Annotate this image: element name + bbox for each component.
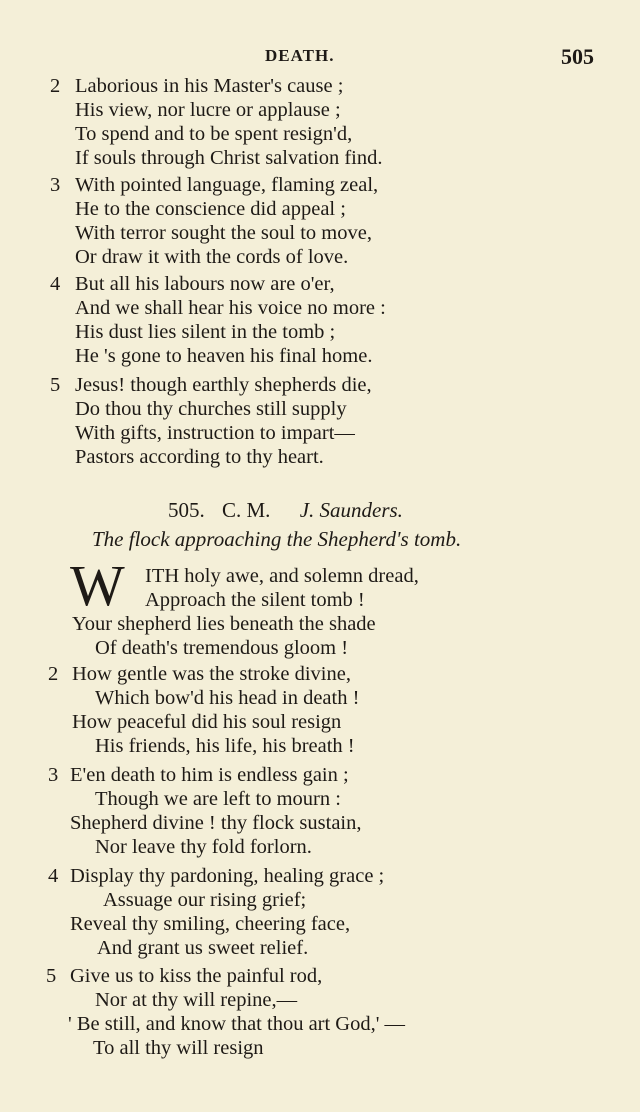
drop-cap: W: [70, 553, 125, 618]
verse-line: If souls through Christ salvation find.: [75, 147, 383, 169]
verse-line: And grant us sweet relief.: [97, 937, 309, 959]
verse-line: Display thy pardoning, healing grace ;: [70, 865, 385, 887]
verse-line: His dust lies silent in the tomb ;: [75, 321, 336, 343]
verse-line: Or draw it with the cords of love.: [75, 246, 349, 268]
stanza-number: 3: [50, 174, 61, 196]
hymn-505-heading: [168, 498, 588, 523]
verse-line: He to the conscience did appeal ;: [75, 198, 346, 220]
verse-line: He 's gone to heaven his final home.: [75, 345, 373, 367]
verse-line: Though we are left to mourn :: [95, 788, 341, 810]
hymn-author: J. Saunders.: [299, 498, 403, 522]
stanza-number: 3: [48, 764, 59, 786]
verse-line: Approach the silent tomb !: [145, 589, 365, 611]
verse-line: Shepherd divine ! thy flock sustain,: [70, 812, 362, 834]
verse-line: Assuage our rising grief;: [103, 889, 307, 911]
verse-line: How peaceful did his soul resign: [72, 711, 342, 733]
verse-line: But all his labours now are o'er,: [75, 273, 335, 295]
hymn-subtitle: The flock approaching the Shepherd's tomb.: [92, 527, 462, 551]
stanza-number: 5: [46, 965, 57, 987]
hymn-meter: C. M.: [222, 498, 271, 522]
verse-line: With gifts, instruction to impart—: [75, 422, 355, 444]
verse-line: His view, nor lucre or applause ;: [75, 99, 341, 121]
verse-line: To all thy will resign: [93, 1037, 264, 1059]
stanza-number: 2: [50, 75, 61, 97]
verse-line: Pastors according to thy heart.: [75, 446, 324, 468]
verse-line: Laborious in his Master's cause ;: [75, 75, 344, 97]
verse-line: Of death's tremendous gloom !: [95, 637, 349, 659]
verse-line: Nor leave thy fold forlorn.: [95, 836, 312, 858]
verse-line: ITH holy awe, and solemn dread,: [145, 565, 419, 587]
stanza-number: 4: [50, 273, 61, 295]
stanza-number: 2: [48, 663, 59, 685]
verse-line: To spend and to be spent resign'd,: [75, 123, 353, 145]
verse-line: And we shall hear his voice no more :: [75, 297, 386, 319]
hymn-number: 505.: [168, 498, 205, 522]
verse-line: E'en death to him is endless gain ;: [70, 764, 349, 786]
verse-line: Jesus! though earthly shepherds die,: [75, 374, 372, 396]
verse-line: His friends, his life, his breath !: [95, 735, 355, 757]
page-header-title: DEATH.: [265, 46, 335, 65]
verse-line: Give us to kiss the painful rod,: [70, 965, 323, 987]
page-number: 505: [561, 44, 594, 69]
verse-line: With pointed language, flaming zeal,: [75, 174, 379, 196]
verse-line: How gentle was the stroke divine,: [72, 663, 351, 685]
verse-line: Nor at thy will repine,—: [95, 989, 298, 1011]
verse-line: Do thou thy churches still supply: [75, 398, 347, 420]
verse-line: ' Be still, and know that thou art God,' —: [68, 1013, 406, 1035]
verse-line: Which bow'd his head in death !: [95, 687, 360, 709]
verse-line: Your shepherd lies beneath the shade: [72, 613, 376, 635]
verse-line: Reveal thy smiling, cheering face,: [70, 913, 351, 935]
stanza-number: 4: [48, 865, 59, 887]
verse-line: With terror sought the soul to move,: [75, 222, 372, 244]
stanza-number: 5: [50, 374, 61, 396]
